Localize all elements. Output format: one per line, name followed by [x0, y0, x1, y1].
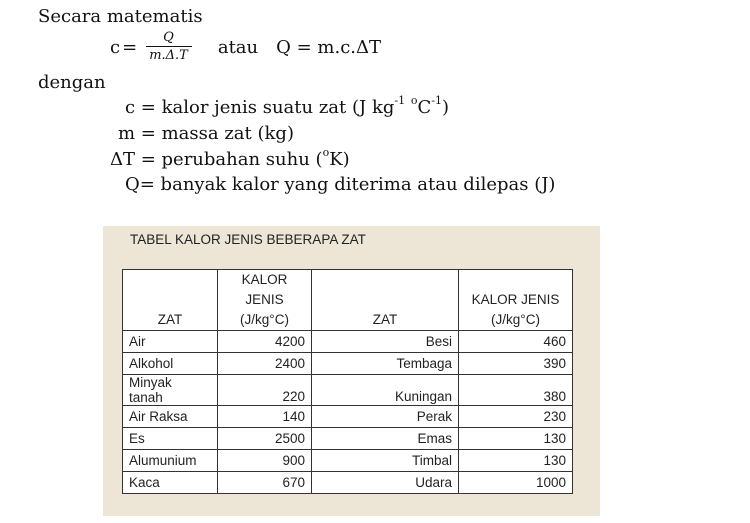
- header-kalor-2-line1: KALOR JENIS: [471, 292, 560, 307]
- definition-c-sup3: -1: [431, 94, 442, 107]
- cell-kalor-1: 140: [218, 406, 312, 428]
- cell-zat-2: Kuningan: [312, 375, 459, 406]
- table-row: [123, 472, 573, 494]
- formula-numerator: Q: [163, 30, 174, 45]
- definition-deltat: [110, 148, 350, 170]
- cell-zat-2: Timbal: [312, 450, 459, 472]
- header-kalor-2-unit: (J/kg°C): [491, 312, 540, 327]
- cell-zat-1: Alumunium: [123, 450, 218, 472]
- header-zat-2: ZAT: [312, 270, 459, 331]
- cell-kalor-2: 230: [459, 406, 573, 428]
- header-kalor-1-line1: KALOR: [241, 272, 288, 287]
- table-title: TABEL KALOR JENIS BEBERAPA ZAT: [130, 232, 366, 247]
- table-header-row: [123, 270, 573, 331]
- definition-c-text: c = kalor jenis suatu zat (J kg: [125, 97, 395, 118]
- cell-zat-1: Es: [123, 428, 218, 450]
- table-row: [123, 450, 573, 472]
- cell-kalor-1: 670: [218, 472, 312, 494]
- definition-c-end: ): [441, 97, 449, 118]
- cell-zat-2: Emas: [312, 428, 459, 450]
- definition-c-after: C: [417, 97, 432, 118]
- formula-denominator: m.Δ.T: [149, 48, 188, 63]
- cell-kalor-2: 380: [459, 375, 573, 406]
- definition-q: Q= banyak kalor yang diterima atau dilepas (J): [125, 174, 556, 195]
- cell-zat-2: Tembaga: [312, 353, 459, 375]
- header-zat-1: ZAT: [123, 270, 218, 331]
- table-row: [123, 353, 573, 375]
- definition-deltat-sup: o: [322, 146, 330, 159]
- cell-zat-2: Besi: [312, 331, 459, 353]
- header-kalor-1-line2: JENIS: [245, 292, 284, 307]
- header-kalor-2: [459, 270, 573, 331]
- definition-c: [125, 96, 449, 118]
- table-panel: [103, 226, 600, 516]
- formula-rhs: Q = m.c.ΔT: [276, 36, 382, 58]
- cell-kalor-1: 900: [218, 450, 312, 472]
- table-row: [123, 331, 573, 353]
- cell-zat-1: Air: [123, 331, 218, 353]
- table-row: [123, 428, 573, 450]
- kalor-table: [122, 269, 573, 494]
- cell-zat-1: [123, 375, 218, 406]
- table-row: [123, 406, 573, 428]
- formula-equals: =: [122, 36, 138, 58]
- cell-kalor-2: 130: [459, 428, 573, 450]
- formula-fraction: [145, 30, 192, 64]
- cell-kalor-2: 390: [459, 353, 573, 375]
- cell-kalor-1: 220: [218, 375, 312, 406]
- cell-kalor-1: 2400: [218, 353, 312, 375]
- definition-c-mid: [405, 97, 411, 118]
- definition-deltat-end: K): [329, 149, 350, 170]
- dengan-label: dengan: [38, 72, 106, 93]
- header-kalor-1: [218, 270, 312, 331]
- cell-kalor-1: 2500: [218, 428, 312, 450]
- cell-zat-1-text: Minyak tanah: [129, 375, 172, 405]
- definition-m: m = massa zat (kg): [118, 123, 294, 144]
- cell-kalor-1: 4200: [218, 331, 312, 353]
- formula-connector: atau: [217, 36, 259, 58]
- header-kalor-1-unit: (J/kg°C): [240, 312, 289, 327]
- cell-zat-1: Air Raksa: [123, 406, 218, 428]
- cell-kalor-2: 460: [459, 331, 573, 353]
- definition-c-sup2: o: [410, 94, 418, 107]
- definition-c-sup1: -1: [394, 94, 406, 107]
- formula-lhs: c: [110, 36, 121, 58]
- cell-zat-1: Kaca: [123, 472, 218, 494]
- cell-zat-2: Perak: [312, 406, 459, 428]
- formula: [110, 30, 381, 64]
- section-heading: Secara matematis: [38, 6, 203, 27]
- table-row: [123, 375, 573, 406]
- cell-kalor-2: 130: [459, 450, 573, 472]
- cell-zat-1: Alkohol: [123, 353, 218, 375]
- cell-zat-2: Udara: [312, 472, 459, 494]
- definition-deltat-text: ΔT = perubahan suhu (: [110, 149, 323, 170]
- cell-kalor-2: 1000: [459, 472, 573, 494]
